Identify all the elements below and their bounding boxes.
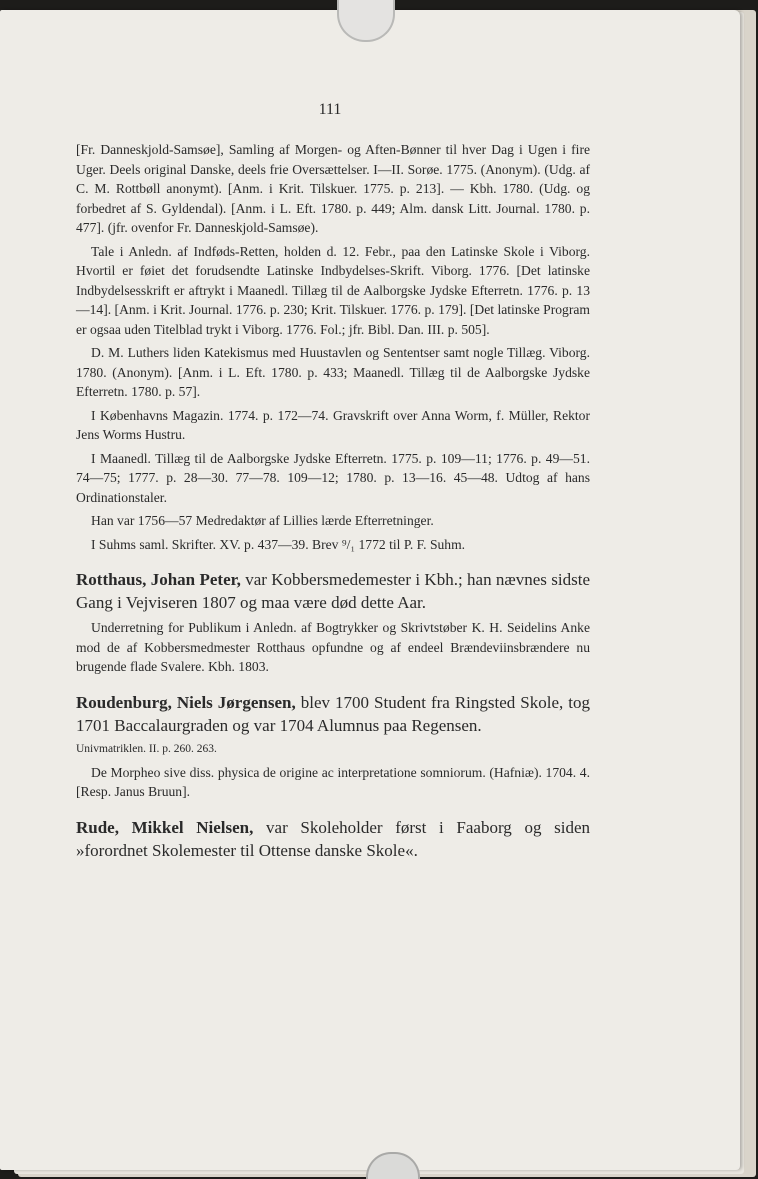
entry-rest-rude: var Skoleholder først i Faaborg og siden »forordnet Skolemester til Ottense danske Skole«.: [76, 817, 590, 860]
paragraph-suhm: I Suhms saml. Skrifter. XV. p. 437—39. Brev ⁹/₁ 1772 til P. F. Suhm.: [91, 536, 466, 552]
source-roudenburg: Univmatriklen. II. p. 260. 263.: [76, 742, 217, 755]
entry-heading-rude: [76, 816, 590, 862]
entry-heading-rotthaus: [76, 568, 590, 614]
paragraph-samling: [Fr. Danneskjold-Samsøe], Samling af Morgen- og Aften-Bønner til hver Dag i Ugen i fire Uger. Deels original Danske, deels frie Oversættelser. I—II. Sorøe. 1775. (Anonym). (Udg. af C. M. Rottbøll anonymt). [Anm. i Krit. Tilskuer. 1775. p. 213]. — Kbh. 1780. (Udg. og forbedret af S. Gyldendal). [Anm. i L. Eft. 1780. p. 449; Alm. dansk Litt. Journal. 1780. p. 477]. (jfr. ovenfor Fr. Danneskjold-Samsøe).: [76, 142, 590, 235]
entry-rest-roudenburg: blev 1700 Student fra Ringsted Skole, tog 1701 Baccalaurgraden og var 1704 Alumnus paa Regensen.: [76, 692, 591, 735]
paragraph-magazin: I Københavns Magazin. 1774. p. 172—74. Gravskrift over Anna Worm, f. Müller, Rektor Jens Worms Hustru.: [76, 407, 590, 442]
entry-rest-rotthaus: var Kobbersmedemester i Kbh.; han nævnes sidste Gang i Vejviseren 1807 og maa være død dette Aar.: [76, 570, 590, 612]
entry-name-rotthaus: Rotthaus, Johan Peter,: [76, 570, 241, 589]
text-column: [76, 140, 590, 862]
paragraph-roudenburg: De Morpheo sive diss. physica de origine ac interpretatione somniorum. (Hafniæ). 1704. 4. [Resp. Janus Bruun].: [76, 764, 590, 799]
paragraph-tale: Tale i Anledn. af Indføds-Retten, holden d. 12. Febr., paa den Latinske Skole i Viborg. Hvortil er føiet det forudsendte Latinske Indbydelses-Skrift. Viborg. 1776. [Det latinske Indbydelsesskrift er aftrykt i Maanedl. Tillæg til de Aalborgske Jydske Efterretn. 1776. p. 13—14]. [Anm. i Krit. Journal. 1776. p. 230; Krit. Tilskuer. 1776. p. 179]. [Det latinske Program er ogsaa uden Titelblad trykt i Viborg. 1776. Fol.; jfr. Bibl. Dan. III. p. 505].: [76, 243, 590, 337]
paragraph-katekismus: D. M. Luthers liden Katekismus med Huustavlen og Sententser samt nogle Tillæg. Viborg. 1780. (Anonym). [Anm. i L. Eft. 1780. p. 433; Maanedl. Tillæg til de Aalborgske Jydske Efterretn. 1780. p. 57].: [76, 345, 590, 399]
paragraph-maanedl: I Maanedl. Tillæg til de Aalborgske Jydske Efterretn. 1775. p. 109—11; 1776. p. 49—51. 74—75; 1777. p. 28—30. 77—78. 109—12; 1780. p. 13—16. 45—48. Udtog af hans Ordinationstaler.: [76, 450, 590, 505]
entry-heading-roudenburg: [76, 691, 590, 737]
paragraph-medredaktor: Han var 1756—57 Medredaktør af Lillies lærde Efterretninger.: [91, 513, 434, 528]
page-number: 111: [318, 101, 342, 118]
entry-name-roudenburg: Roudenburg, Niels Jørgensen,: [76, 692, 296, 712]
paragraph-rotthaus: Underretning for Publikum i Anledn. af Bogtrykker og Skrivtstøber K. H. Seidelins Anke mod de af Kobbersmedmester Rotthaus opfundne og af endeel Brændeviinsbrændere nu brugende flade Svalere. Kbh. 1803.: [76, 620, 590, 674]
entry-name-rude: Rude, Mikkel Nielsen,: [76, 817, 254, 837]
